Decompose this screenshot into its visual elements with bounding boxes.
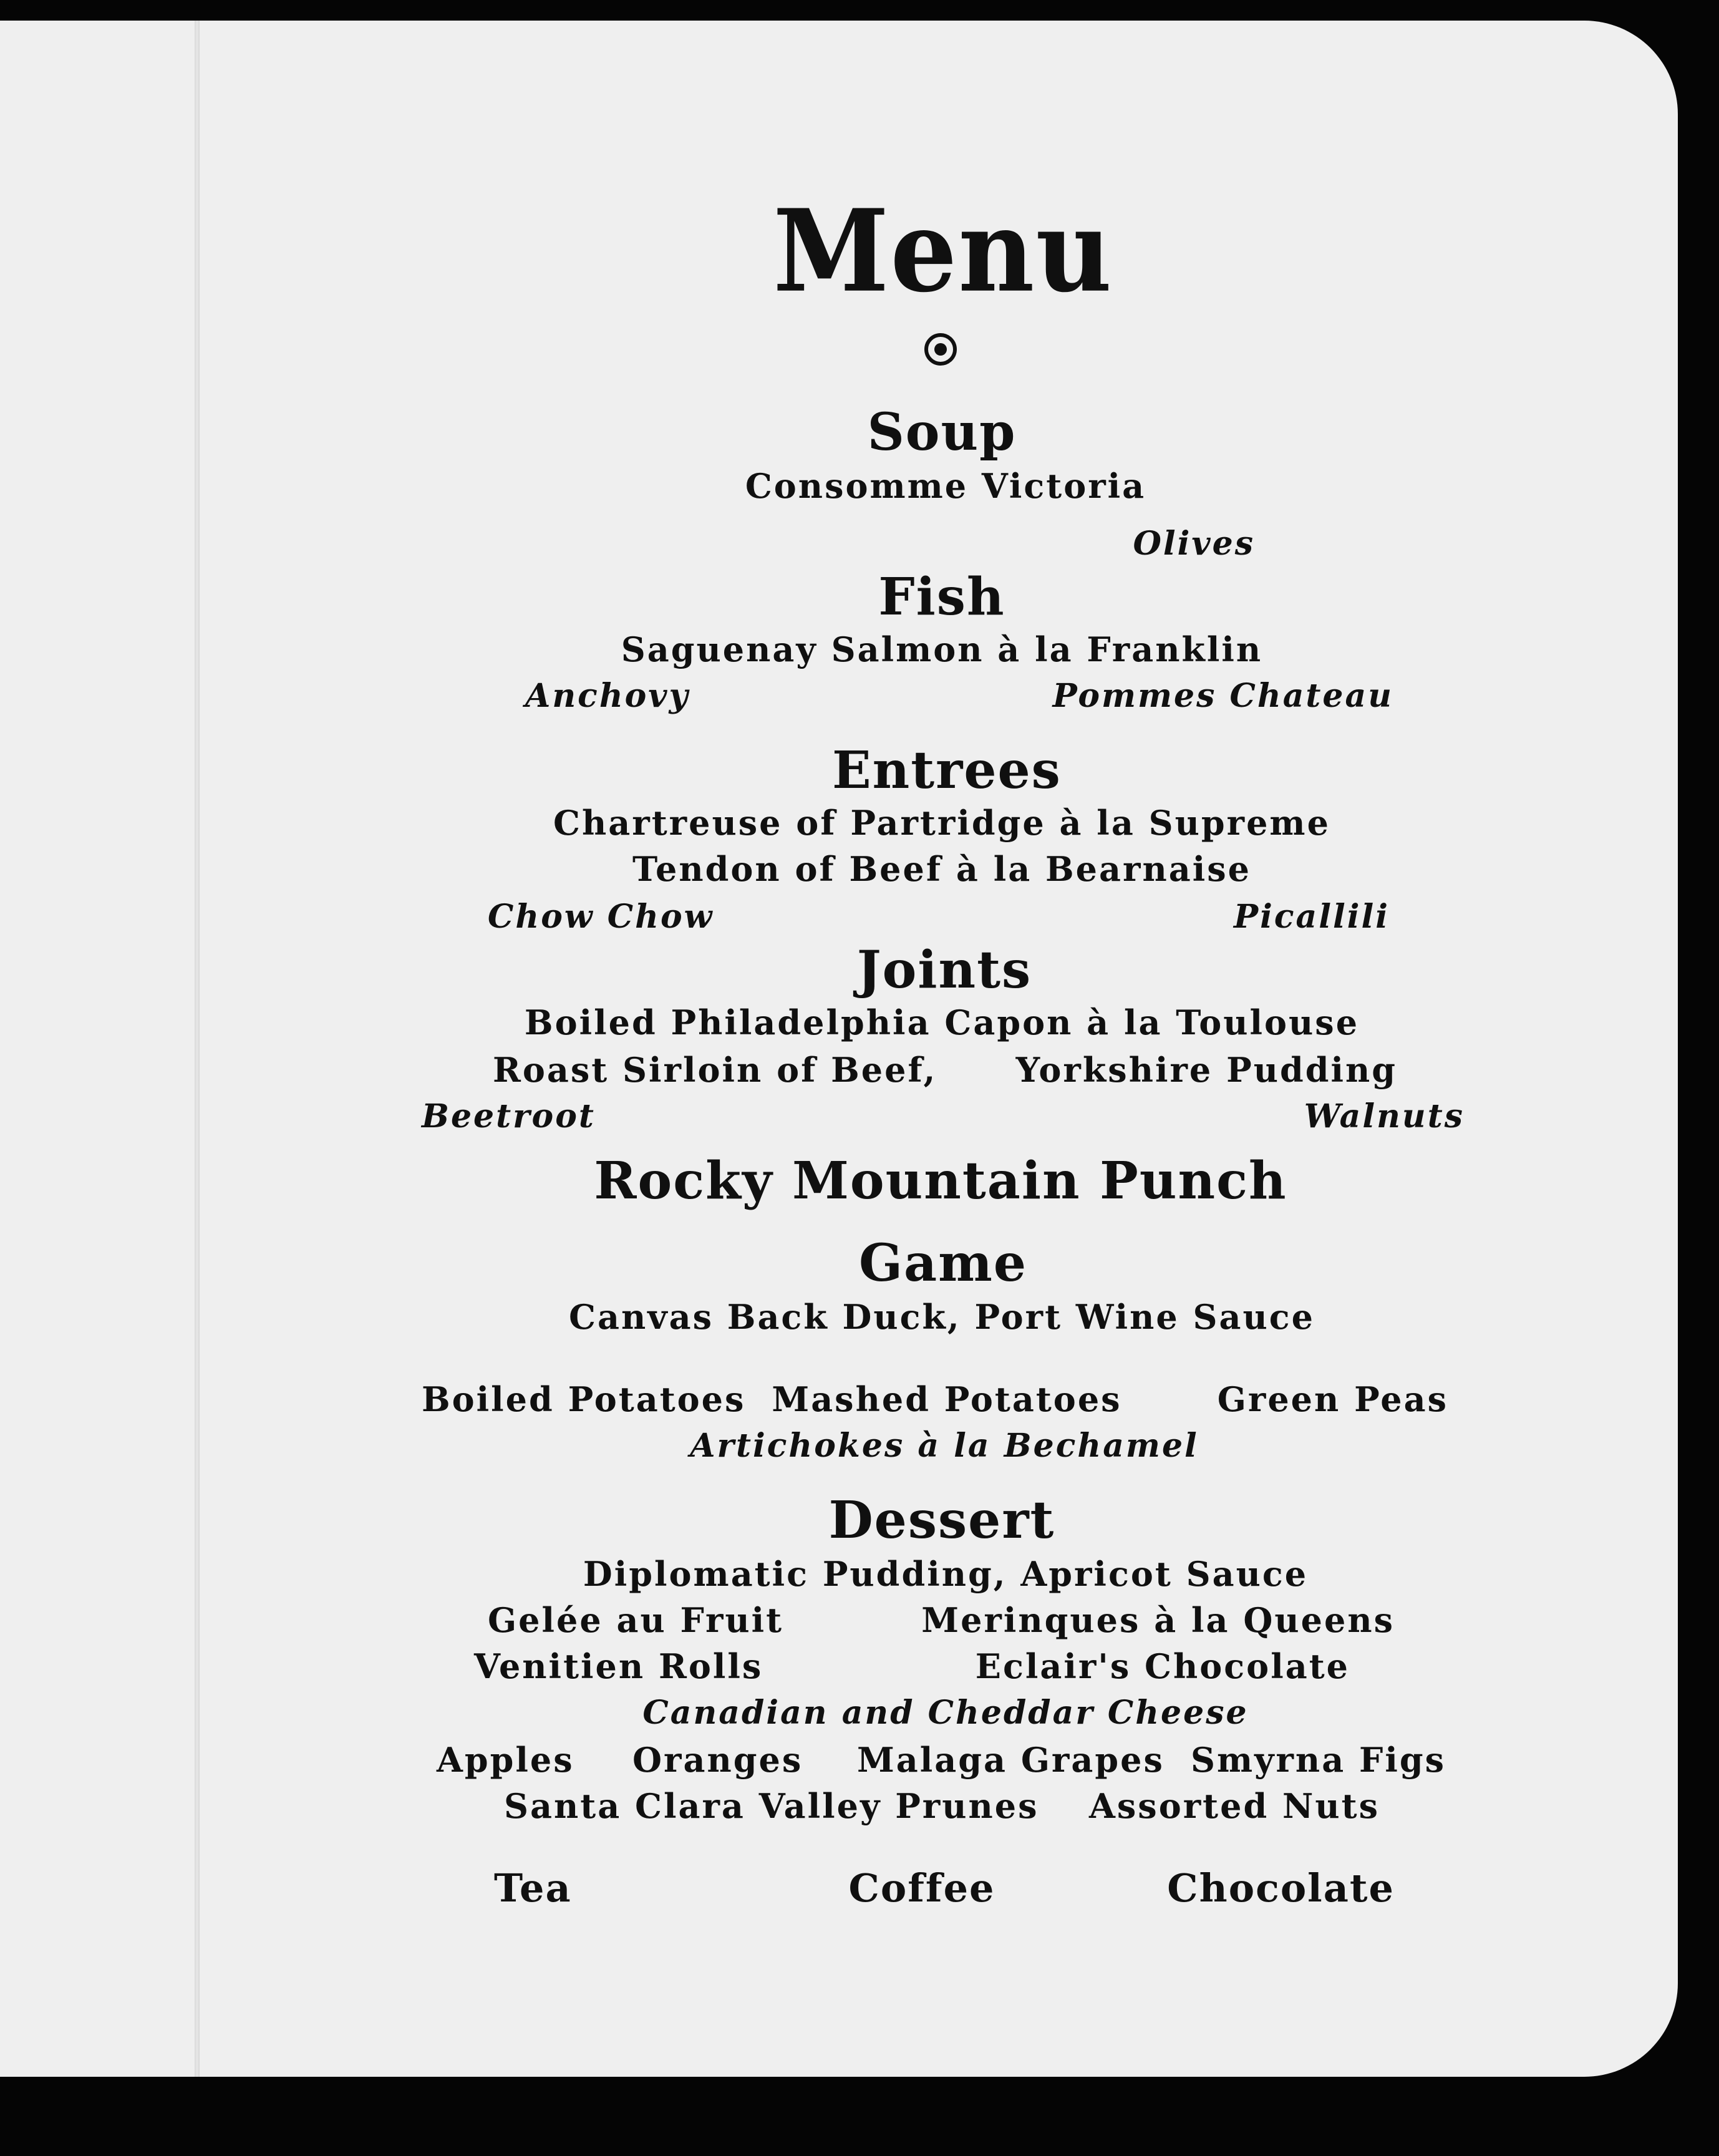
vegetable-item: Green Peas bbox=[1217, 1379, 1448, 1419]
relish-item: Chow Chow bbox=[488, 898, 714, 936]
relish-item: Walnuts bbox=[1304, 1097, 1465, 1135]
menu-item: Canadian and Cheddar Cheese bbox=[642, 1694, 1249, 1732]
fruit-item: Apples bbox=[437, 1740, 574, 1780]
fruit-item: Smyrna Figs bbox=[1190, 1740, 1446, 1780]
circled-dot-icon bbox=[924, 333, 957, 366]
section-heading-dessert: Dessert bbox=[828, 1490, 1055, 1550]
beverage-item: Tea bbox=[494, 1865, 572, 1911]
section-heading-joints: Joints bbox=[856, 940, 1032, 1000]
menu-item: Gelée au Fruit bbox=[488, 1600, 784, 1640]
card-fold-line bbox=[195, 21, 200, 2077]
menu-item: Venitien Rolls bbox=[474, 1646, 763, 1686]
relish-item: Olives bbox=[1133, 525, 1255, 563]
menu-title: Menu bbox=[773, 184, 1113, 318]
fruit-item: Malaga Grapes bbox=[857, 1740, 1165, 1780]
beverage-item: Coffee bbox=[848, 1865, 995, 1911]
relish-item: Picallili bbox=[1234, 898, 1390, 936]
menu-item: Chartreuse of Partridge à la Supreme bbox=[553, 803, 1330, 843]
menu-item: Canvas Back Duck, Port Wine Sauce bbox=[569, 1297, 1315, 1337]
menu-item: Assorted Nuts bbox=[1089, 1786, 1380, 1826]
menu-item: Saguenay Salmon à la Franklin bbox=[621, 629, 1263, 669]
menu-item: Diplomatic Pudding, Apricot Sauce bbox=[583, 1554, 1309, 1594]
section-heading-game: Game bbox=[858, 1233, 1028, 1293]
menu-item: Santa Clara Valley Prunes bbox=[504, 1786, 1039, 1826]
vegetable-item: Mashed Potatoes bbox=[772, 1379, 1122, 1419]
menu-item: Yorkshire Pudding bbox=[1015, 1050, 1397, 1090]
vegetable-item: Boiled Potatoes bbox=[422, 1379, 746, 1419]
relish-item: Pommes Chateau bbox=[1052, 677, 1393, 715]
section-heading-punch: Rocky Mountain Punch bbox=[594, 1151, 1287, 1211]
menu-item: Consomme Victoria bbox=[745, 466, 1146, 506]
relish-item: Anchovy bbox=[525, 677, 690, 715]
relish-item: Beetroot bbox=[422, 1097, 596, 1135]
section-heading-fish: Fish bbox=[878, 567, 1005, 627]
fruit-item: Oranges bbox=[632, 1740, 803, 1780]
vegetable-item: Artichokes à la Bechamel bbox=[690, 1427, 1199, 1465]
beverage-item: Chocolate bbox=[1167, 1865, 1395, 1911]
menu-item: Tendon of Beef à la Bearnaise bbox=[632, 849, 1251, 889]
menu-item: Roast Sirloin of Beef, bbox=[493, 1050, 937, 1090]
menu-item: Eclair's Chocolate bbox=[975, 1646, 1350, 1686]
menu-item: Boiled Philadelphia Capon à la Toulouse bbox=[524, 1003, 1360, 1042]
section-heading-soup: Soup bbox=[867, 402, 1017, 462]
section-heading-entrees: Entrees bbox=[832, 741, 1062, 800]
menu-item: Merinques à la Queens bbox=[921, 1600, 1395, 1640]
